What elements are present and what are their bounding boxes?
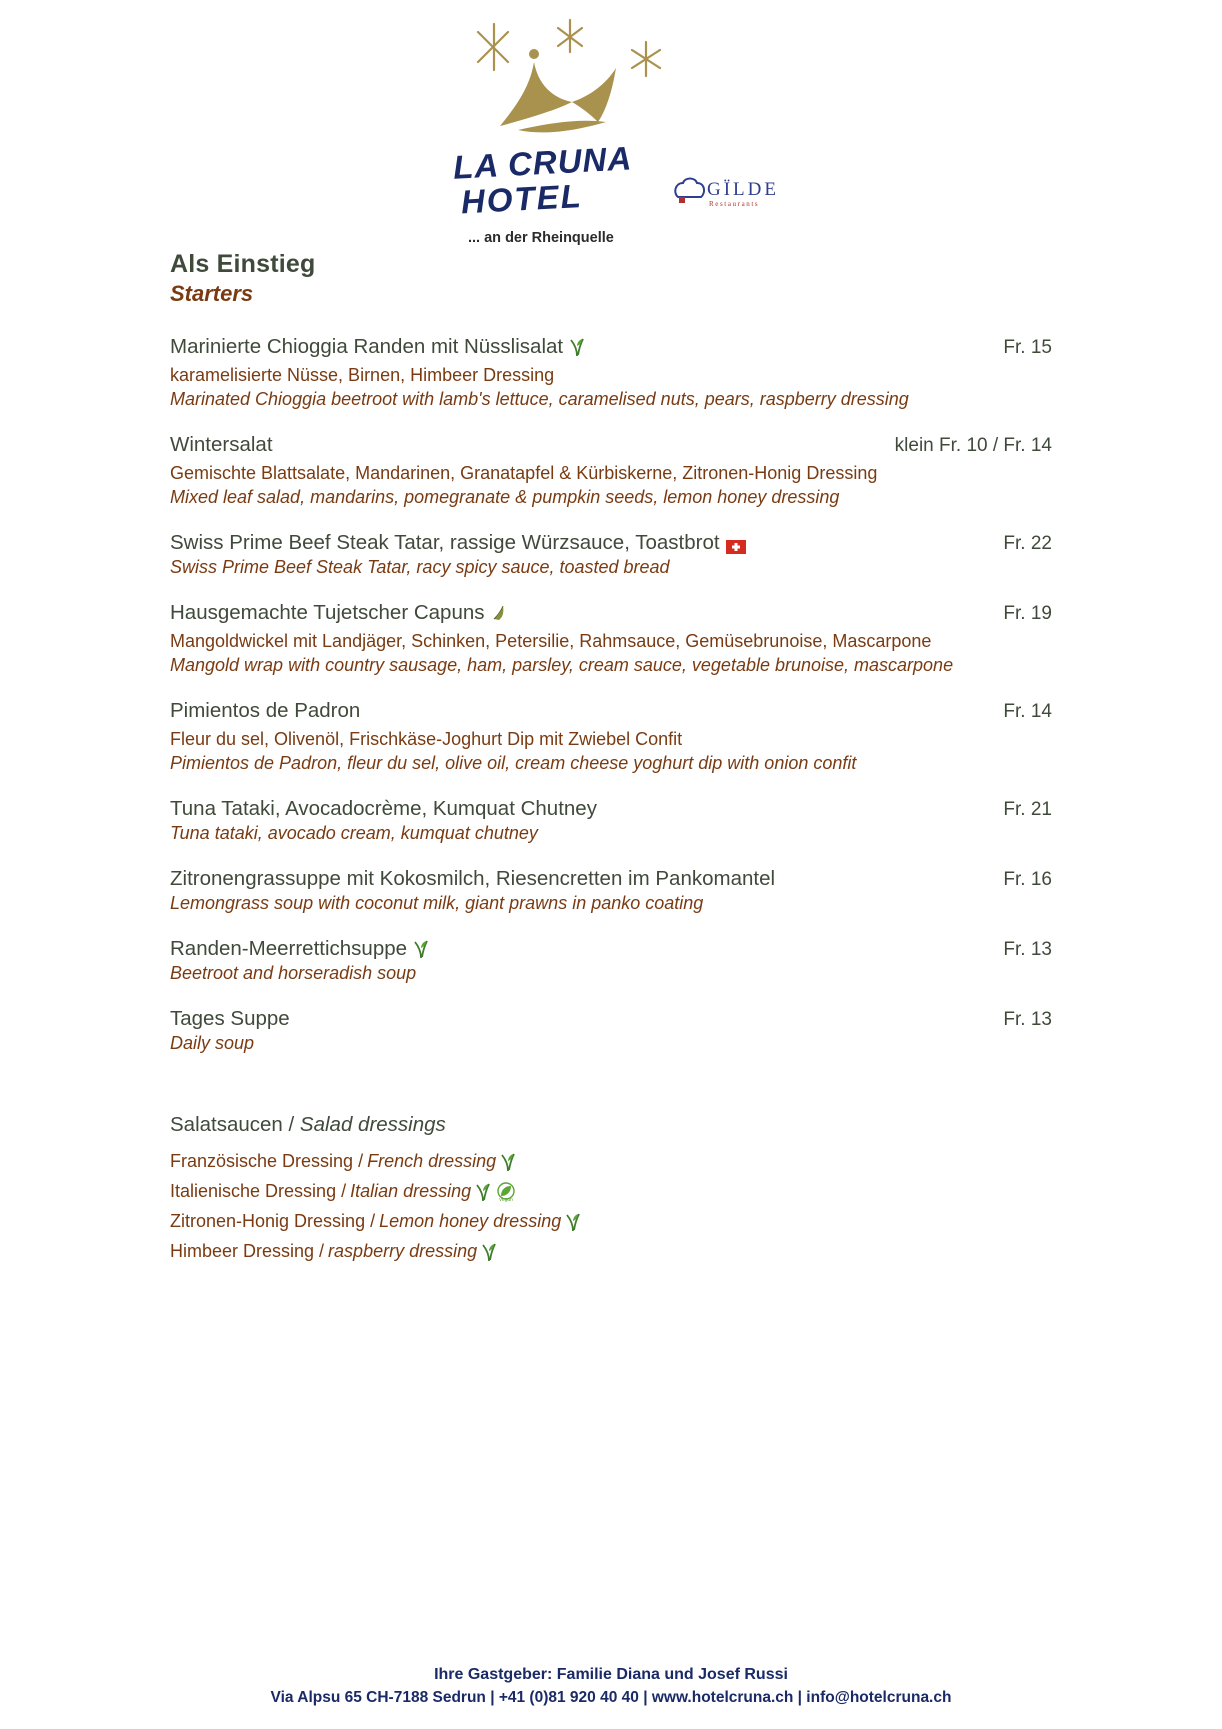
dressing-name-de: Zitronen-Honig Dressing /	[170, 1211, 376, 1232]
menu-item-name-text: Wintersalat	[170, 433, 273, 457]
menu-item-row	[170, 335, 1052, 359]
vegetarian-icon	[481, 1242, 497, 1262]
dressings-title-en: Salad dressings	[299, 1113, 446, 1137]
dressing-name-en: Italian dressing	[350, 1181, 472, 1202]
menu-item-row	[170, 937, 1052, 961]
menu-item-name	[170, 335, 585, 359]
menu-item-description-de: karamelisierte Nüsse, Birnen, Himbeer Dressing	[170, 365, 555, 385]
menu-item-description-en: Tuna tataki, avocado cream, kumquat chutney	[170, 823, 538, 844]
swiss-flag-icon	[726, 536, 746, 550]
page-footer	[0, 1666, 1222, 1707]
gilde-subtitle: Restaurants	[709, 200, 760, 208]
regional-specialty-icon	[491, 604, 509, 622]
menu-item	[0, 531, 1222, 579]
dressing-name-de: Italienische Dressing /	[170, 1181, 347, 1202]
menu-item-price: Fr. 19	[1003, 603, 1052, 625]
section-subtitle: Starters	[170, 281, 254, 306]
vegetarian-icon	[565, 1212, 581, 1232]
menu-item-row	[170, 601, 1052, 625]
menu-item-row	[170, 433, 1052, 457]
menu-item-price: Fr. 13	[1003, 1009, 1052, 1031]
menu-item	[0, 601, 1222, 677]
section-title: Als Einstieg	[170, 250, 316, 278]
svg-text:vegan: vegan	[499, 1196, 513, 1202]
menu-content	[0, 250, 1222, 1271]
menu-item-name-text: Randen-Meerrettichsuppe	[170, 937, 408, 961]
menu-item-description-en: Pimientos de Padron, fleur du sel, olive oil, cream cheese yoghurt dip with onion confit	[170, 753, 857, 774]
menu-item-price: Fr. 21	[1003, 799, 1052, 821]
menu-item-row	[170, 699, 1052, 723]
logo-line-2: HOTEL	[460, 176, 584, 220]
menu-item-price: Fr. 22	[1003, 533, 1052, 555]
menu-item-name-text: Zitronengrassuppe mit Kokosmilch, Riesencretten im Pankomantel	[170, 867, 776, 891]
menu-item	[0, 699, 1222, 775]
dressings-list	[170, 1151, 1052, 1262]
dressings-title	[170, 1113, 1052, 1137]
menu-item-description-en: Mixed leaf salad, mandarins, pomegranate & pumpkin seeds, lemon honey dressing	[170, 487, 840, 508]
menu-item-description-en: Lemongrass soup with coconut milk, giant prawns in panko coating	[170, 893, 704, 914]
dressing-item	[170, 1181, 1052, 1202]
menu-item-name-text: Swiss Prime Beef Steak Tatar, rassige Würzsauce, Toastbrot	[170, 531, 720, 555]
logo-tagline: ... an der Rheinquelle	[468, 230, 614, 246]
vegetarian-icon	[475, 1182, 491, 1202]
menu-item-row	[170, 531, 1052, 555]
menu-item	[0, 335, 1222, 411]
menu-item-price: Fr. 14	[1003, 701, 1052, 723]
dressings-title-de: Salatsaucen /	[170, 1113, 300, 1137]
menu-item-name	[170, 867, 775, 891]
menu-item-description-de: Gemischte Blattsalate, Mandarinen, Granatapfel & Kürbiskerne, Zitronen-Honig Dressing	[170, 463, 878, 484]
dressing-name-en: raspberry dressing	[328, 1241, 478, 1262]
vegan-icon	[495, 1182, 517, 1202]
footer-contact: Via Alpsu 65 CH-7188 Sedrun | +41 (0)81 920 40 40 | www.hotelcruna.ch | info@hotelcruna.ch	[270, 1689, 952, 1706]
menu-item	[0, 797, 1222, 845]
menu-item-price: klein Fr. 10 / Fr. 14	[894, 435, 1052, 457]
footer-hosts: Ihre Gastgeber: Familie Diana und Josef Russi	[434, 1666, 788, 1683]
menu-item-name	[170, 699, 360, 723]
menu-header	[0, 0, 1222, 250]
menu-item-description-de: Fleur du sel, Olivenöl, Frischkäse-Joghurt Dip mit Zwiebel Confit	[170, 729, 683, 750]
menu-item-description-en: Beetroot and horseradish soup	[170, 963, 417, 984]
dressing-item	[170, 1151, 1052, 1172]
menu-item-name	[170, 433, 273, 457]
chef-hat-icon	[673, 173, 707, 207]
menu-item-name-text: Pimientos de Padron	[170, 699, 361, 723]
dressing-name-de: Französische Dressing /	[170, 1151, 364, 1172]
menu-item	[0, 937, 1222, 985]
salad-dressings-section	[0, 1113, 1222, 1262]
menu-item-price: Fr. 16	[1003, 869, 1052, 891]
menu-item	[0, 867, 1222, 915]
dressing-name-en: Lemon honey dressing	[379, 1211, 562, 1232]
menu-item-description-en: Mangold wrap with country sausage, ham, parsley, cream sauce, vegetable brunoise, mascarpone	[170, 655, 954, 676]
menu-item-name-text: Hausgemachte Tujetscher Capuns	[170, 601, 485, 625]
dressing-name-de: Himbeer Dressing /	[170, 1241, 325, 1262]
dressing-item	[170, 1211, 1052, 1232]
menu-item-row	[170, 1007, 1052, 1031]
menu-item-name-text: Marinierte Chioggia Randen mit Nüsslisalat	[170, 335, 564, 358]
menu-item	[0, 433, 1222, 509]
gilde-logo	[673, 173, 793, 223]
menu-item-name	[170, 937, 429, 961]
crown-icon	[460, 18, 670, 158]
menu-item-price: Fr. 13	[1003, 939, 1052, 961]
menu-item-row	[170, 867, 1052, 891]
menu-item-name	[170, 601, 509, 625]
dressing-item	[170, 1241, 1052, 1262]
menu-item-name-text: Tages Suppe	[170, 1007, 290, 1031]
vegetarian-icon	[569, 337, 585, 357]
menu-item-description-en: Swiss Prime Beef Steak Tatar, racy spicy sauce, toasted bread	[170, 557, 670, 578]
menu-item-description-en: Daily soup	[170, 1033, 255, 1054]
menu-item-name	[170, 531, 746, 555]
gilde-name: GÏLDE	[707, 179, 779, 200]
menu-item-price: Fr. 15	[1003, 337, 1052, 358]
menu-item	[0, 1007, 1222, 1055]
menu-item-name-text: Tuna Tataki, Avocadocrème, Kumquat Chutney	[170, 797, 597, 821]
vegetarian-icon	[413, 939, 429, 959]
logo-line-1: LA CRUNA	[452, 139, 633, 186]
menu-item-name	[170, 797, 597, 821]
section-header	[170, 250, 1222, 307]
logo-wordmark	[452, 141, 634, 220]
menu-item-description-de: Mangoldwickel mit Landjäger, Schinken, Petersilie, Rahmsauce, Gemüsebrunoise, Mascarpone	[170, 631, 932, 652]
menu-item-description-en: Marinated Chioggia beetroot with lamb's lettuce, caramelised nuts, pears, raspberry dressing	[170, 389, 909, 410]
menu-item-list	[0, 335, 1222, 1055]
dressing-name-en: French dressing	[367, 1151, 497, 1172]
hotel-logo	[430, 18, 779, 248]
menu-item-row	[170, 797, 1052, 821]
menu-item-name	[170, 1007, 290, 1031]
vegetarian-icon	[500, 1152, 516, 1172]
